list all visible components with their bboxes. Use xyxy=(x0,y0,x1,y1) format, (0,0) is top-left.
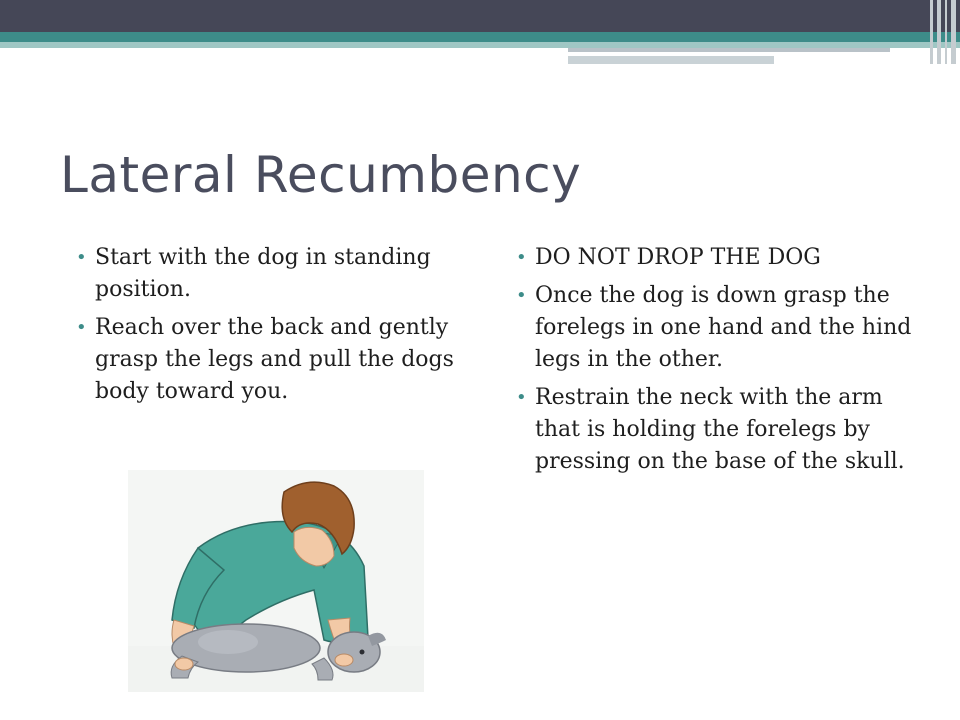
right-bullet-list xyxy=(512,242,917,484)
bullet-item: • Once the dog is down grasp the forelegs in one hand and the hind legs in the other. xyxy=(512,280,917,376)
bullet-item: • Start with the dog in standing position. xyxy=(72,242,467,306)
left-bullet-list xyxy=(72,242,467,414)
person-restraining-dog-icon xyxy=(128,470,424,692)
bullet-item: • DO NOT DROP THE DOG xyxy=(512,242,917,274)
slide-title: Lateral Recumbency xyxy=(60,146,582,204)
header-band-grey-short xyxy=(568,56,774,64)
header-band-dark xyxy=(0,0,960,32)
bullet-item: • Reach over the back and gently grasp the legs and pull the dogs body toward you. xyxy=(72,312,467,408)
header-band-teal xyxy=(0,32,960,42)
header-vertical-stripes xyxy=(928,0,960,64)
header-band-divider xyxy=(568,52,890,54)
restraint-illustration xyxy=(128,470,424,692)
bullet-item: • Restrain the neck with the arm that is holding the forelegs by pressing on the base of the skull. xyxy=(512,382,917,478)
